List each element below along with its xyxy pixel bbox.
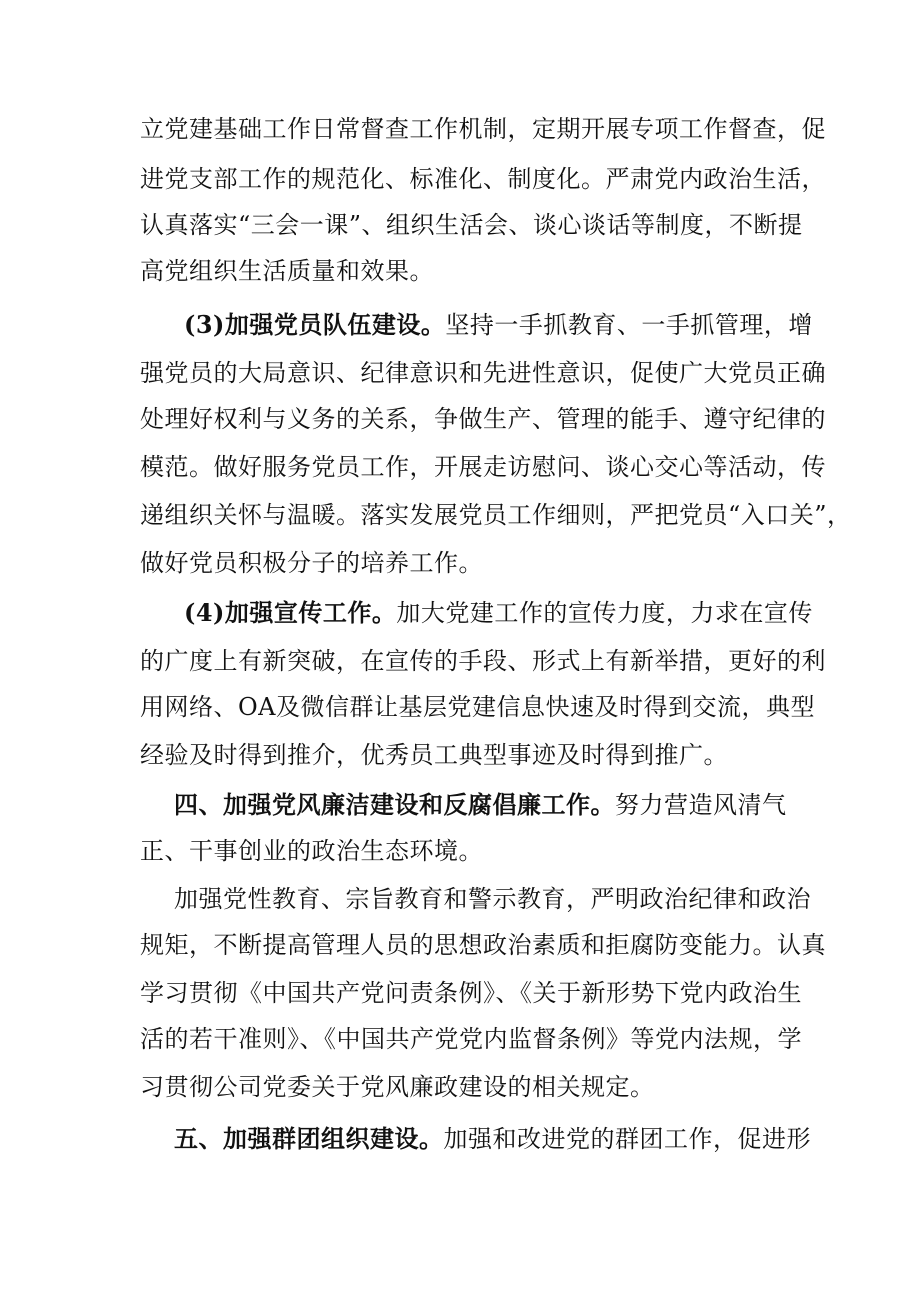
paragraph-6-line-1 [174,1116,811,1162]
paragraph-3-line-1 [184,590,813,636]
paragraph-6-text: 加强和改进党的群团工作，促进形 [443,1125,811,1153]
paragraph-5-line-3: 学习贯彻《中国共产党问责条例》、《关于新形势下党内政治生 [140,979,802,1007]
paragraph-5-line-1: 加强党性教育、宗旨教育和警示教育，严明政治纪律和政治 [174,885,811,913]
paragraph-3-line-2: 的广度上有新突破，在宣传的手段、形式上有新举措，更好的利 [140,647,826,675]
paragraph-5-line-5: 习贯彻公司党委关于党风廉政建设的相关规定。 [140,1073,655,1101]
paragraph-5-line-4: 活的若干准则》、《中国共产党党内监督条例》等党内法规，学 [140,1025,802,1053]
paragraph-2-line-3: 处理好权利与义务的关系，争做生产、管理的能手、遵守纪律的 [140,405,826,433]
paragraph-3-line-3: 用网络、OA及微信群让基层党建信息快速及时得到交流，典型 [140,693,816,721]
paragraph-1-line-2: 进党支部工作的规范化、标准化、制度化。严肃党内政治生活， [140,165,826,193]
paragraph-2-line-1 [184,302,813,348]
paragraph-2-text: 坚持一手抓教育、一手抓管理，增 [445,311,813,339]
paragraph-3-text: 加大党建工作的宣传力度，力求在宣传 [396,599,813,627]
paragraph-4-text: 努力营造风清气 [615,791,787,819]
paragraph-2-line-5: 递组织关怀与温暖。落实发展党员工作细则，严把党员“入口关”， [140,501,852,529]
paragraph-4-line-2: 正、干事创业的政治生态环境。 [140,837,483,865]
paragraph-1-line-1: 立党建基础工作日常督查工作机制，定期开展专项工作督查，促 [140,115,826,143]
paragraph-1-line-3: 认真落实“三会一课”、组织生活会、谈心谈话等制度，不断提 [140,211,803,239]
paragraph-4-line-1 [174,782,787,828]
paragraph-5-line-2: 规矩，不断提高管理人员的思想政治素质和拒腐防变能力。认真 [140,931,826,959]
paragraph-6-heading: 五、加强群团组织建设。 [174,1124,444,1153]
paragraph-2-line-4: 模范。做好服务党员工作，开展走访慰问、谈心交心等活动，传 [140,453,826,481]
paragraph-2-heading: (3)加强党员队伍建设。 [184,310,446,339]
paragraph-3-heading: (4)加强宣传工作。 [184,598,397,627]
paragraph-2-line-6: 做好党员积极分子的培养工作。 [140,549,483,577]
paragraph-2-line-2: 强党员的大局意识、纪律意识和先进性意识，促使广大党员正确 [140,359,826,387]
paragraph-3-line-4: 经验及时得到推介，优秀员工典型事迹及时得到推广。 [140,741,728,769]
paragraph-4-heading: 四、加强党风廉洁建设和反腐倡廉工作。 [174,790,615,819]
paragraph-1-line-4: 高党组织生活质量和效果。 [140,257,434,285]
